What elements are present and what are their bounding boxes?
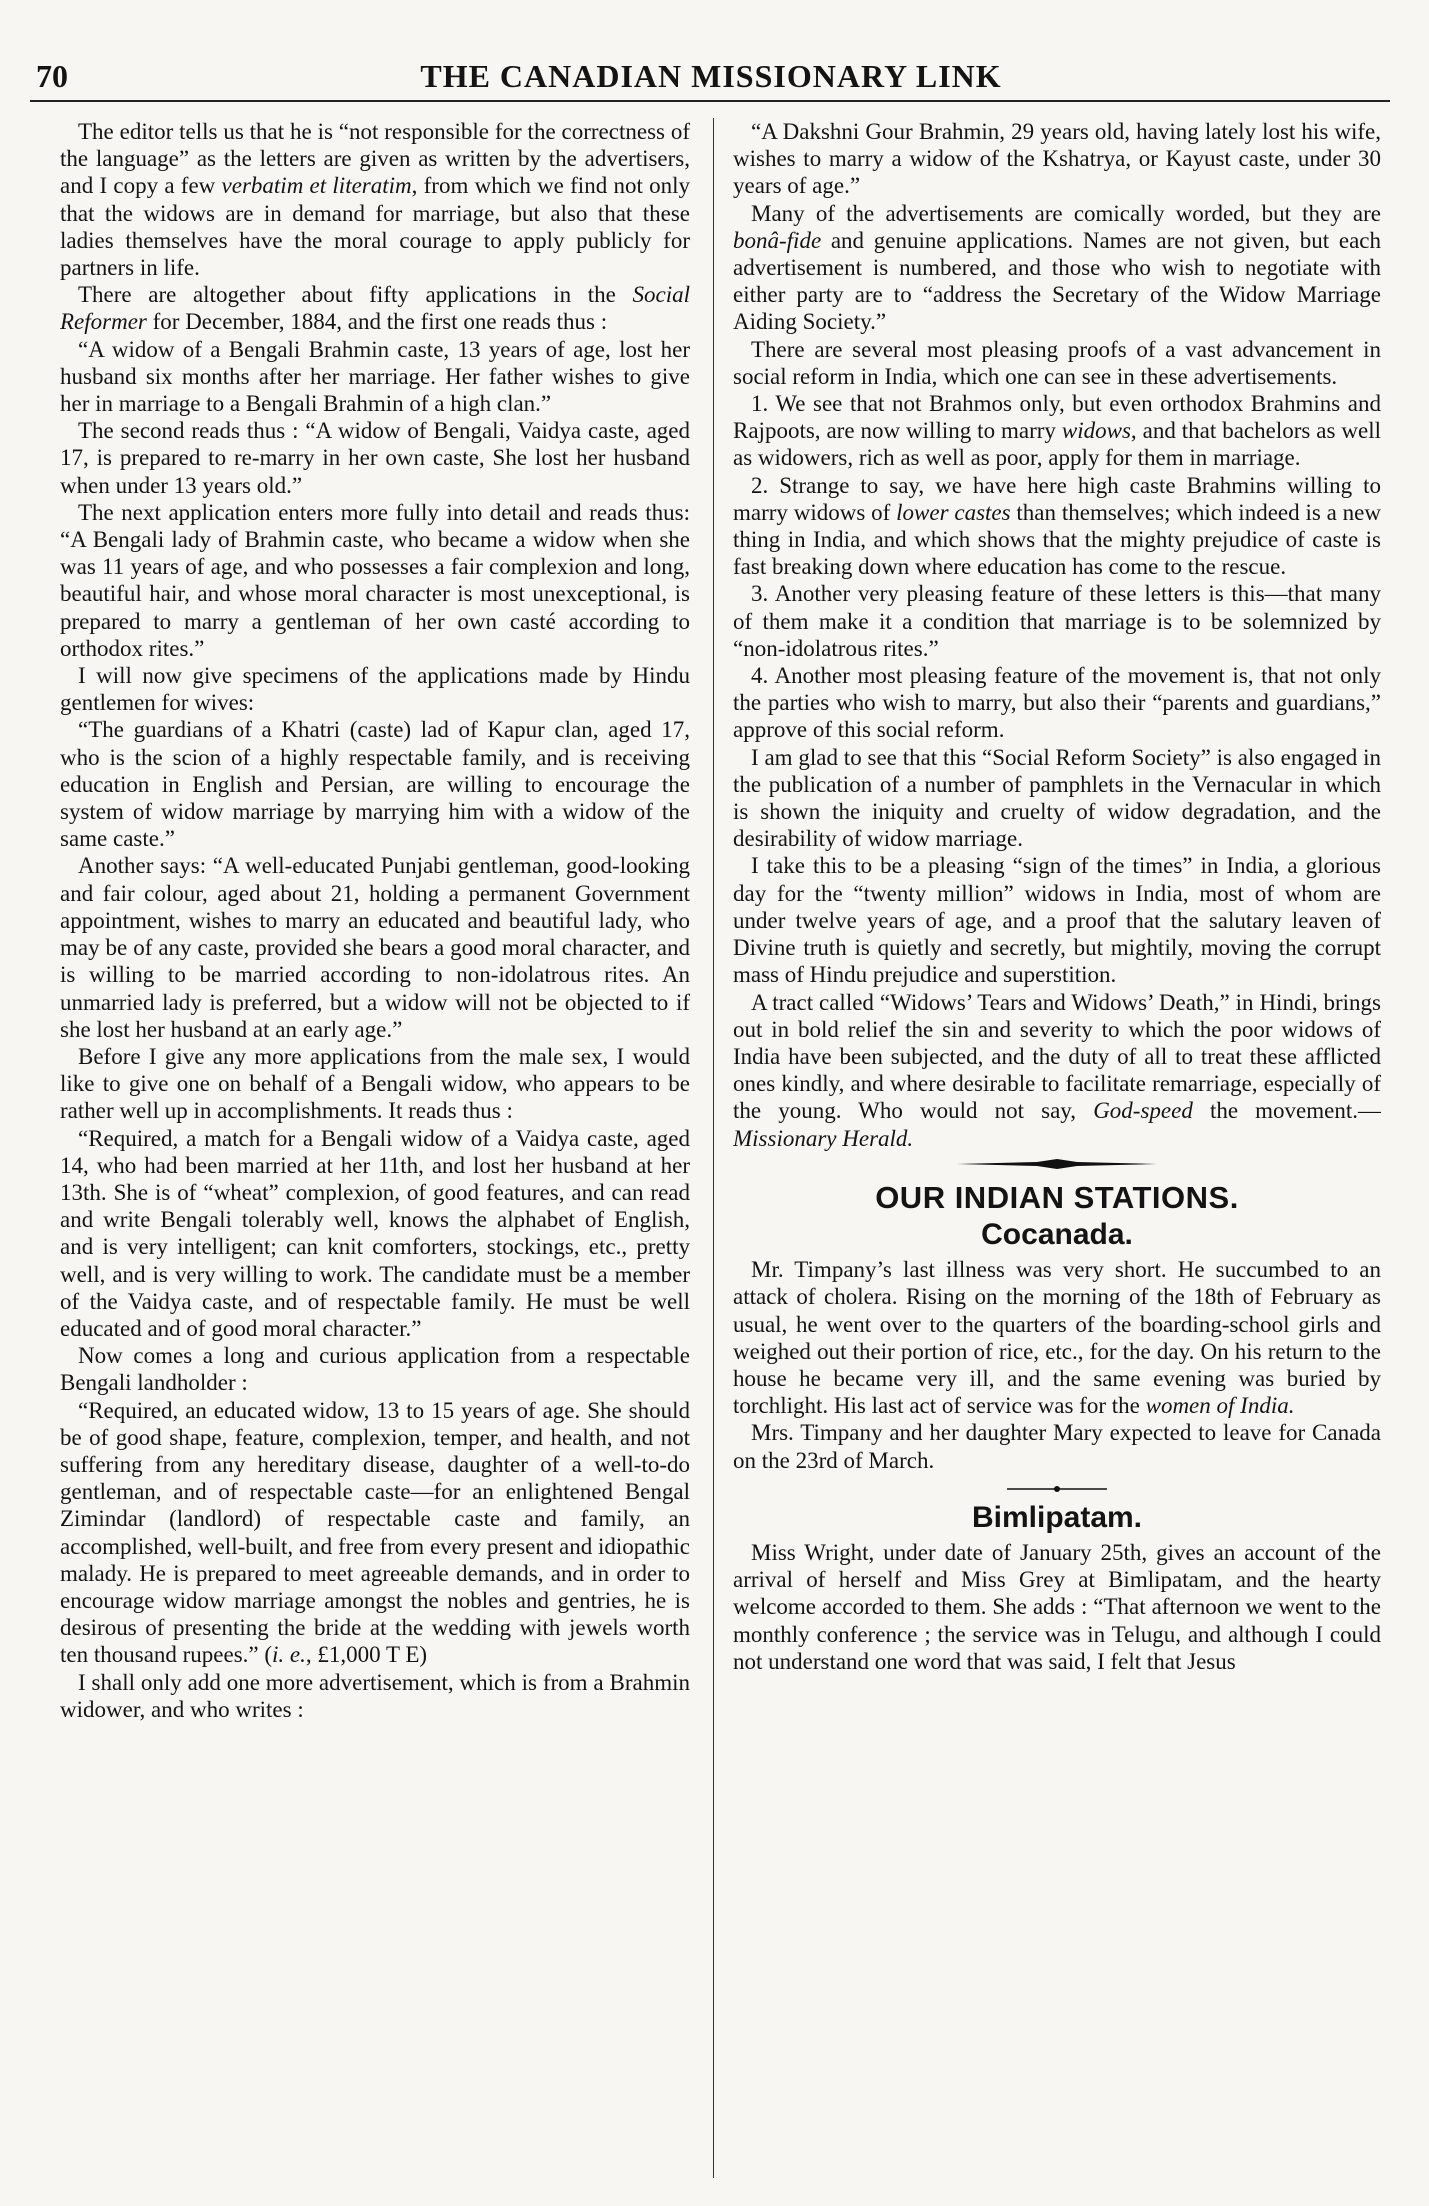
right-column	[733, 118, 1381, 2178]
paragraph: I shall only add one more advertisement, which is from a Brahmin widower, and who writes :	[60, 1669, 690, 1722]
paragraph: 3. Another very pleasing feature of these letters is this—that many of them make it a condition that marriage is to be solemnized by “non-idolatrous rites.”	[733, 581, 1381, 661]
section-title: OUR INDIAN STATIONS.	[875, 1179, 1239, 1215]
section-divider-ornament	[957, 1158, 1157, 1170]
paragraph: 4. Another most pleasing feature of the movement is, that not only the parties who wish to marry, but also their “parents and guardians,” approve of this social reform.	[733, 663, 1381, 743]
paragraph: 2. Strange to say, we have here high caste Brahmins willing to marry widows of lower castes than themselves; which indeed is a new thing in India, and which shows that the mighty prejudice of caste is fast breaking down where education has come to the rescue.	[733, 472, 1381, 580]
page-header	[36, 54, 1386, 98]
paragraph: Many of the advertisements are comically worded, but they are bonâ-fide and genuine applications. Names are not given, but each advertisement is numbered, and those who wish to negotiate with either party are to “address the Secretary of the Widow Marriage Aiding Society.”	[733, 200, 1381, 335]
advertisement-quote: “Required, an educated widow, 13 to 15 years of age. She should be of good shape, feature, complexion, temper, and health, and not suffering from any hereditary disease, daughter of a well-to-do gentleman, and of respectable caste—for an enlightened Bengal Zimindar (landlord) of respectable caste and family, an accomplished, well-built, and free from every present and idiopathic malady. He is prepared to meet agreeable demands, and in order to encourage widow marriage amongst the nobles and gentries, he is desirous of presenting the bride at the wedding with jewels worth ten thousand rupees.” (i. e., £1,000 T E)	[60, 1397, 690, 1668]
paragraph: Miss Wright, under date of January 25th, gives an account of the arrival of herself and Miss Grey at Bimlipatam, and the hearty welcome accorded to them. She adds : “That afternoon we went to the monthly conference ; the service was in Telugu, and although I could not understand one word that was said, I felt that Jesus	[733, 1539, 1381, 1674]
advertisement-quote: “A widow of a Bengali Brahmin caste, 13 years of age, lost her husband six months after her marriage. Her father wishes to give her in marriage to a Bengali Brahmin of a high clan.”	[60, 336, 690, 417]
advertisement-quote: “Required, a match for a Bengali widow of a Vaidya caste, aged 14, who had been married at her 11th, and lost her husband at her 13th. She is of “wheat” complexion, of good features, and can read and write Bengali tolerably well, knows the alphabet of English, and is very intelligent; can knit comforters, stockings, etc., pretty well, and is very willing to work. The candidate must be a member of the Vaidya caste, and of respectable family. He must be well educated and of good moral character.”	[60, 1125, 690, 1341]
source-citation: Missionary Herald.	[733, 1125, 914, 1151]
paragraph: 1. We see that not Brahmos only, but even orthodox Brahmins and Rajpoots, are now willing to marry widows, and that bachelors as well as widowers, rich as well as poor, apply for them in marriage.	[733, 391, 1381, 471]
paragraph: I will now give specimens of the applications made by Hindu gentlemen for wives:	[60, 663, 690, 716]
station-title-cocanada: Cocanada.	[981, 1217, 1133, 1251]
divider-ornament	[1007, 1484, 1107, 1494]
paragraph: A tract called “Widows’ Tears and Widows’ Death,” in Hindi, brings out in bold relief the sin and severity to which the poor widows of India have been subjected, and the duty of all to treat these afflicted ones kindly, and where desirable to facilitate remarriage, especially of the young. Who would not say, God-speed the movement.—Missionary Herald.	[733, 989, 1381, 1151]
station-title-bimlipatam: Bimlipatam.	[971, 1500, 1143, 1534]
paragraph: Now comes a long and curious application from a respectable Bengali landholder :	[60, 1343, 690, 1396]
advertisement-quote: “A Dakshni Gour Brahmin, 29 years old, having lately lost his wife, wishes to marry a widow of the Kshatrya, or Kayust caste, under 30 years of age.”	[733, 119, 1381, 199]
paragraph: There are altogether about fifty applications in the Social Reformer for December, 1884, and the first one reads thus :	[60, 282, 690, 335]
paragraph: The editor tells us that he is “not responsible for the correctness of the language” as the letters are given as written by the advertisers, and I copy a few verbatim et literatim, from which we find not only that the widows are in demand for marriage, but also that these ladies themselves have the moral courage to apply publicly for partners in life.	[60, 119, 690, 281]
advertisement-quote: The second reads thus : “A widow of Bengali, Vaidya caste, aged 17, is prepared to re-marry in her own caste, She lost her husband when under 13 years old.”	[60, 418, 690, 498]
advertisement-quote: The next application enters more fully into detail and reads thus: “A Bengali lady of Brahmin caste, who became a widow when she was 11 years of age, and who possesses a fair complexion and long, beautiful hair, and whose moral character is most unexceptional, is prepared to marry a gentleman of her own casté according to orthodox rites.”	[60, 499, 690, 661]
paragraph: Mr. Timpany’s last illness was very short. He succumbed to an attack of cholera. Rising on the morning of the 18th of February as usual, he went over to the quarters of the boarding-school girls and weighed out their portion of rice, etc., for the day. On his return to the house he became very ill, and the same evening was buried by torchlight. His last act of service was for the women of India.	[733, 1257, 1381, 1419]
paragraph: I take this to be a pleasing “sign of the times” in India, a glorious day for the “twenty million” widows in India, most of whom are under twelve years of age, and a proof that the salutary leaven of Divine truth is quietly and secretly, but mightily, moving the corrupt mass of Hindu prejudice and superstition.	[733, 853, 1381, 988]
column-divider	[713, 118, 714, 2178]
page-number: 70	[36, 58, 68, 94]
advertisement-quote: “The guardians of a Khatri (caste) lad of Kapur clan, aged 17, who is the scion of a highly respectable family, and is receiving education in English and Persian, are willing to encourage the system of widow marriage by marrying him with a widow of the same caste.”	[60, 717, 690, 852]
header-rule	[30, 100, 1390, 102]
advertisement-quote: Another says: “A well-educated Punjabi gentleman, good-looking and fair colour, aged about 21, holding a permanent Government appointment, wishes to marry an educated and beautiful lady, who may be of any caste, provided she bears a good moral character, and is willing to be married according to non-idolatrous rites. An unmarried lady is preferred, but a widow will not be objected to if she lost her husband at an early age.”	[60, 853, 690, 1042]
running-title: THE CANADIAN MISSIONARY LINK	[420, 58, 1002, 94]
left-column	[60, 118, 690, 2178]
paragraph: Mrs. Timpany and her daughter Mary expected to leave for Canada on the 23rd of March.	[733, 1420, 1381, 1473]
paragraph: Before I give any more applications from the male sex, I would like to give one on behalf of a Bengali widow, who appears to be rather well up in accomplishments. It reads thus :	[60, 1043, 690, 1124]
paragraph: I am glad to see that this “Social Reform Society” is also engaged in the publication of a number of pamphlets in the Vernacular in which is shown the iniquity and cruelty of widow degradation, and the desirability of widow marriage.	[733, 744, 1381, 852]
paragraph: There are several most pleasing proofs of a vast advancement in social reform in India, which one can see in these advertisements.	[733, 336, 1381, 389]
